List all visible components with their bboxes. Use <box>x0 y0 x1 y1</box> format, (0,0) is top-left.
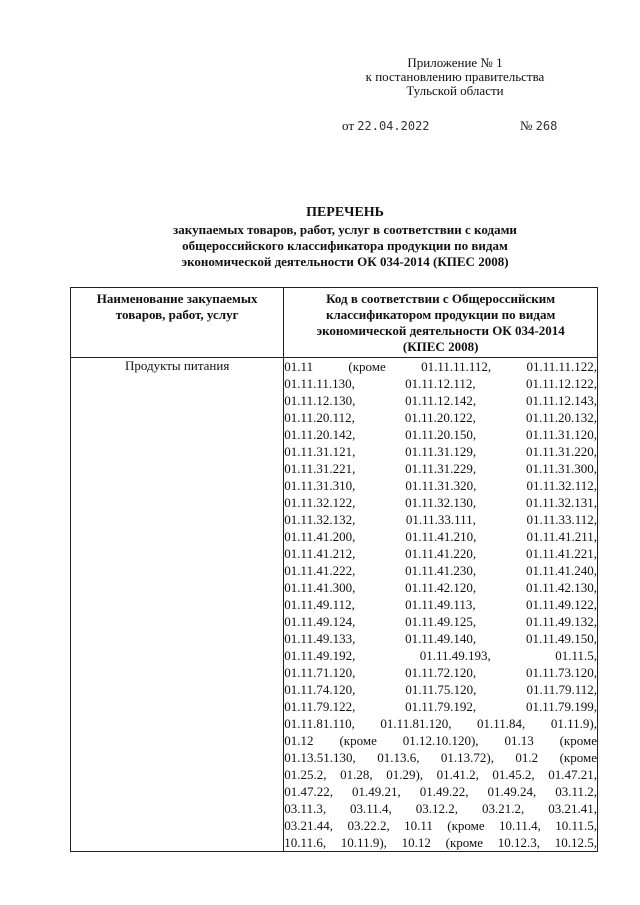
decree-number-prefix: № <box>520 118 533 133</box>
title-heading: ПЕРЕЧЕНЬ <box>306 205 384 220</box>
header-col2-line: экономической деятельности ОК 034-2014 <box>316 323 565 338</box>
code-line: 01.11.81.110, 01.11.81.120, 01.11.84, 01.11.9), <box>284 716 597 731</box>
code-line: 01.25.2, 01.28, 01.29), 01.41.2, 01.45.2, 01.47.21, <box>284 767 597 782</box>
title-line-1: закупаемых товаров, работ, услуг в соответствии с кодами <box>173 222 517 237</box>
header-col1-line: Наименование закупаемых <box>96 291 258 306</box>
header-col2-line: классификатором продукции по видам <box>325 307 556 322</box>
header-name-column <box>71 288 284 358</box>
appendix-region: Тульской области <box>406 83 504 98</box>
code-line: 01.11.41.212, 01.11.41.220, 01.11.41.221, <box>284 546 597 561</box>
code-line: 03.11.3, 03.11.4, 03.12.2, 03.21.2, 03.21.41, <box>284 801 597 816</box>
row-name-cell: Продукты питания <box>71 358 284 852</box>
row-codes-cell <box>284 358 598 852</box>
table-header-row <box>71 288 598 358</box>
code-line: 01.47.22, 01.49.21, 01.49.22, 01.49.24, 03.11.2, <box>284 784 597 799</box>
title-line-2: общероссийского классификатора продукции по видам <box>182 238 508 253</box>
code-line: 01.13.51.130, 01.13.6, 01.13.72), 01.2 (кроме <box>284 750 597 765</box>
code-line: 01.11.32.132, 01.11.33.111, 01.11.33.112, <box>284 512 597 527</box>
code-line: 01.11.79.122, 01.11.79.192, 01.11.79.199, <box>284 699 597 714</box>
appendix-block <box>330 56 580 98</box>
code-line: 01.11.49.192, 01.11.49.193, 01.11.5, <box>284 648 597 663</box>
decree-date-value: 22.04.2022 <box>357 119 430 133</box>
code-line: 03.21.44, 03.22.2, 10.11 (кроме 10.11.4, 10.11.5, <box>284 818 597 833</box>
decree-date-prefix: от <box>342 118 355 133</box>
code-line: 10.11.6, 10.11.9), 10.12 (кроме 10.12.3, 10.12.5, <box>284 835 597 850</box>
decree-date <box>342 118 430 134</box>
document-title <box>95 205 595 270</box>
code-line: 01.11.32.122, 01.11.32.130, 01.11.32.131, <box>284 495 597 510</box>
title-line-3: экономической деятельности ОК 034-2014 (КПЕС 2008) <box>181 254 509 269</box>
code-line: 01.12 (кроме 01.12.10.120), 01.13 (кроме <box>284 733 597 748</box>
code-line: 01.11.31.221, 01.11.31.229, 01.11.31.300, <box>284 461 597 476</box>
code-line: 01.11.20.112, 01.11.20.122, 01.11.20.132, <box>284 410 597 425</box>
code-line: 01.11.11.130, 01.11.12.112, 01.11.12.122, <box>284 376 597 391</box>
appendix-title: Приложение № 1 <box>407 55 503 70</box>
code-line: 01.11.41.300, 01.11.42.120, 01.11.42.130, <box>284 580 597 595</box>
code-line: 01.11.71.120, 01.11.72.120, 01.11.73.120, <box>284 665 597 680</box>
code-line: 01.11.49.124, 01.11.49.125, 01.11.49.132, <box>284 614 597 629</box>
code-line: 01.11.74.120, 01.11.75.120, 01.11.79.112, <box>284 682 597 697</box>
header-col2-line: (КПЕС 2008) <box>402 339 479 354</box>
code-line: 01.11.41.200, 01.11.41.210, 01.11.41.211, <box>284 529 597 544</box>
header-col2-line: Код в соответствии с Общероссийским <box>326 291 556 306</box>
procurement-table <box>70 287 598 852</box>
appendix-reference: к постановлению правительства <box>365 69 545 84</box>
decree-number <box>520 118 557 134</box>
code-line: 01.11.20.142, 01.11.20.150, 01.11.31.120, <box>284 427 597 442</box>
code-line: 01.11.31.121, 01.11.31.129, 01.11.31.220, <box>284 444 597 459</box>
code-line: 01.11.31.310, 01.11.31.320, 01.11.32.112, <box>284 478 597 493</box>
code-line: 01.11.41.222, 01.11.41.230, 01.11.41.240, <box>284 563 597 578</box>
code-line: 01.11.49.112, 01.11.49.113, 01.11.49.122, <box>284 597 597 612</box>
header-col1-line: товаров, работ, услуг <box>115 307 239 322</box>
code-line: 01.11.12.130, 01.11.12.142, 01.11.12.143, <box>284 393 597 408</box>
header-code-column <box>284 288 598 358</box>
code-line: 01.11 (кроме 01.11.11.112, 01.11.11.122, <box>284 359 597 374</box>
table-row <box>71 358 598 852</box>
decree-number-value: 268 <box>535 119 558 133</box>
code-line: 01.11.49.133, 01.11.49.140, 01.11.49.150, <box>284 631 597 646</box>
